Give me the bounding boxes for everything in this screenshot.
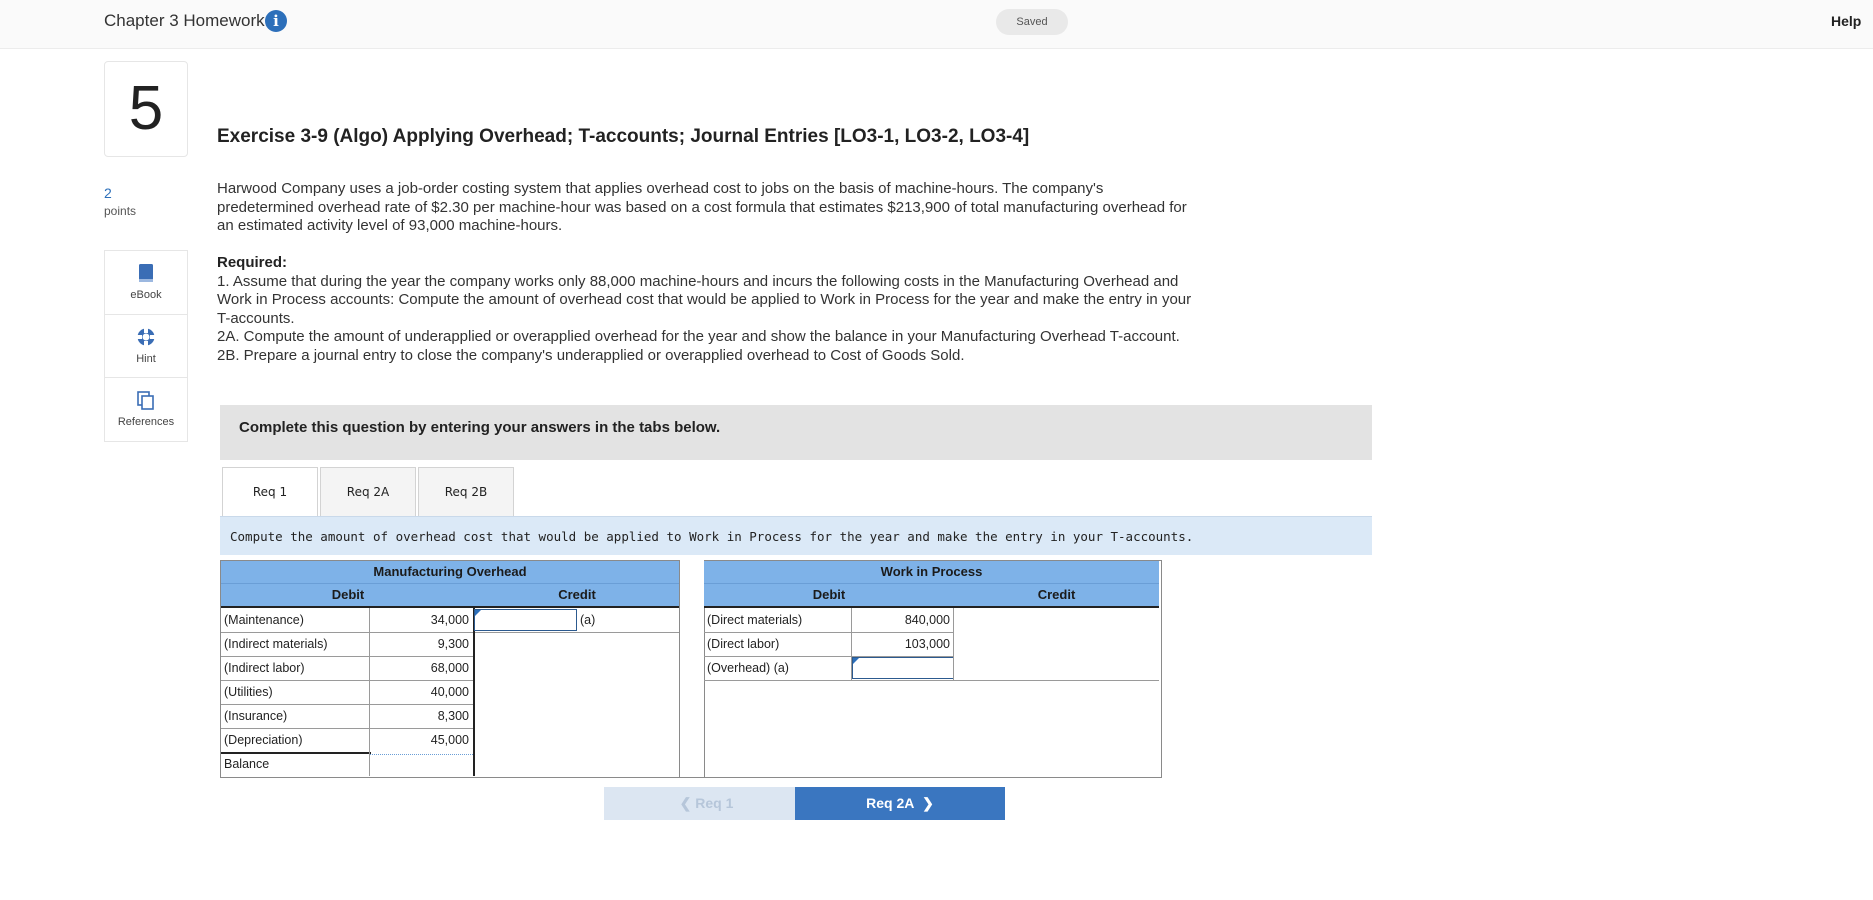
question-number: 5 (104, 61, 188, 157)
mo-row-label: (Insurance) (224, 709, 288, 723)
row-divider (475, 632, 679, 633)
instruction-bar (220, 516, 1372, 555)
row-divider (704, 632, 954, 633)
help-link[interactable]: Help (1831, 13, 1862, 29)
tab-req-2b[interactable]: Req 2B (418, 467, 514, 516)
top-bar (0, 0, 1873, 49)
mo-credit-amount-input[interactable] (474, 609, 577, 631)
row-divider (221, 680, 475, 681)
info-icon[interactable]: i (265, 10, 287, 32)
balance-divider (221, 752, 371, 754)
instruction-text: Compute the amount of overhead cost that would be applied to Work in Process for the year and make the entry in your T-accounts. (230, 529, 1194, 544)
points-value: 2 (104, 185, 112, 201)
assignment-title: Chapter 3 Homework (104, 11, 265, 30)
wip-overhead-amount-input[interactable] (852, 657, 954, 679)
required-item-2b: 2B. Prepare a journal entry to close the company's underapplied or overapplied overhead to Cost of Goods Sold. (217, 346, 965, 364)
ebook-button[interactable] (105, 251, 187, 314)
wip-row-label: (Direct materials) (707, 613, 803, 627)
mo-row-label: (Maintenance) (224, 613, 304, 627)
required-section (217, 254, 1197, 365)
mo-row-amount: 45,000 (430, 733, 469, 747)
wip-debit-header: Debit (704, 584, 954, 608)
mo-row-label: (Depreciation) (224, 733, 303, 747)
hint-label: Hint (136, 353, 156, 365)
mo-row-label: (Indirect materials) (224, 637, 328, 651)
mo-row-amount: 40,000 (430, 685, 469, 699)
next-req-button[interactable] (795, 787, 1005, 820)
hint-button[interactable] (105, 314, 187, 378)
mo-row-label: (Utilities) (224, 685, 273, 699)
exercise-title: Exercise 3-9 (Algo) Applying Overhead; T-accounts; Journal Entries [LO3-1, LO3-2, LO3-4] (217, 126, 1030, 147)
mo-debit-header: Debit (221, 584, 475, 608)
complete-prompt-box (220, 405, 1372, 460)
required-heading: Required: (217, 254, 288, 271)
t-account-separator (679, 560, 705, 777)
mo-balance-label: Balance (224, 757, 270, 771)
wip-row-label: (Overhead) (a) (707, 661, 789, 675)
mo-credit-header: Credit (475, 584, 679, 608)
prev-req-button[interactable] (604, 787, 809, 820)
mo-credit-entry-label: (a) (580, 613, 596, 627)
required-item-2a: 2A. Compute the amount of underapplied or overapplied overhead for the year and show the balance in your Manufacturing Overhead T-account. (217, 328, 1180, 345)
references-button[interactable] (105, 377, 187, 441)
wip-credit-header: Credit (954, 584, 1159, 608)
row-divider (704, 680, 1159, 681)
tab-req-1[interactable]: Req 1 (222, 467, 318, 518)
prev-req-label: Req 1 (695, 795, 734, 811)
row-divider (221, 728, 475, 729)
tab-req-2a[interactable]: Req 2A (320, 467, 416, 516)
points-label: points (104, 204, 137, 218)
complete-prompt: Complete this question by entering your answers in the tabs below. (239, 419, 721, 436)
question-body: Harwood Company uses a job-order costing system that applies overhead cost to jobs on the basis of machine-hours. The company's predetermined overhead rate of $2.30 per machine-hour was based on a cost formula that estimates $213,900 of total manufacturing overhead for an estimated activity level of 93,000 machine-hours. (217, 180, 1187, 234)
row-divider (221, 704, 475, 705)
book-icon (136, 263, 156, 283)
row-divider (704, 656, 954, 657)
mo-row-amount: 34,000 (430, 613, 469, 627)
lifebuoy-icon (136, 327, 156, 347)
column-divider (851, 608, 852, 680)
mo-row-amount: 8,300 (437, 709, 469, 723)
saved-status-badge: Saved (996, 9, 1068, 35)
wip-row-amount: 103,000 (904, 637, 950, 651)
tools-panel (104, 250, 188, 442)
column-divider (369, 608, 370, 776)
wip-account-title: Work in Process (704, 561, 1159, 584)
references-label: References (117, 416, 175, 428)
next-req-label: Req 2A (866, 795, 915, 811)
wip-row-amount: 840,000 (904, 613, 950, 627)
t-account-center-line (473, 608, 475, 776)
row-divider (221, 632, 475, 633)
required-item-1: 1. Assume that during the year the company works only 88,000 machine-hours and incurs the following costs in the Manufacturing Overhead and Work in Process accounts: Compute the amount of overhead cost that would be applied to Work in Process for the year and make the entry in your T-accounts. (217, 272, 1192, 327)
chevron-left-icon: ❮ (679, 795, 696, 811)
documents-icon (136, 390, 156, 410)
balance-input-underline (370, 754, 473, 755)
mo-row-label: (Indirect labor) (224, 661, 305, 675)
ebook-label: eBook (130, 289, 162, 301)
row-divider (221, 656, 475, 657)
mo-row-amount: 9,300 (437, 637, 469, 651)
t-account-center-line (953, 608, 954, 680)
chevron-right-icon: ❯ (914, 795, 934, 811)
mo-row-amount: 68,000 (430, 661, 469, 675)
wip-row-label: (Direct labor) (707, 637, 780, 651)
mo-account-title: Manufacturing Overhead (221, 561, 679, 584)
